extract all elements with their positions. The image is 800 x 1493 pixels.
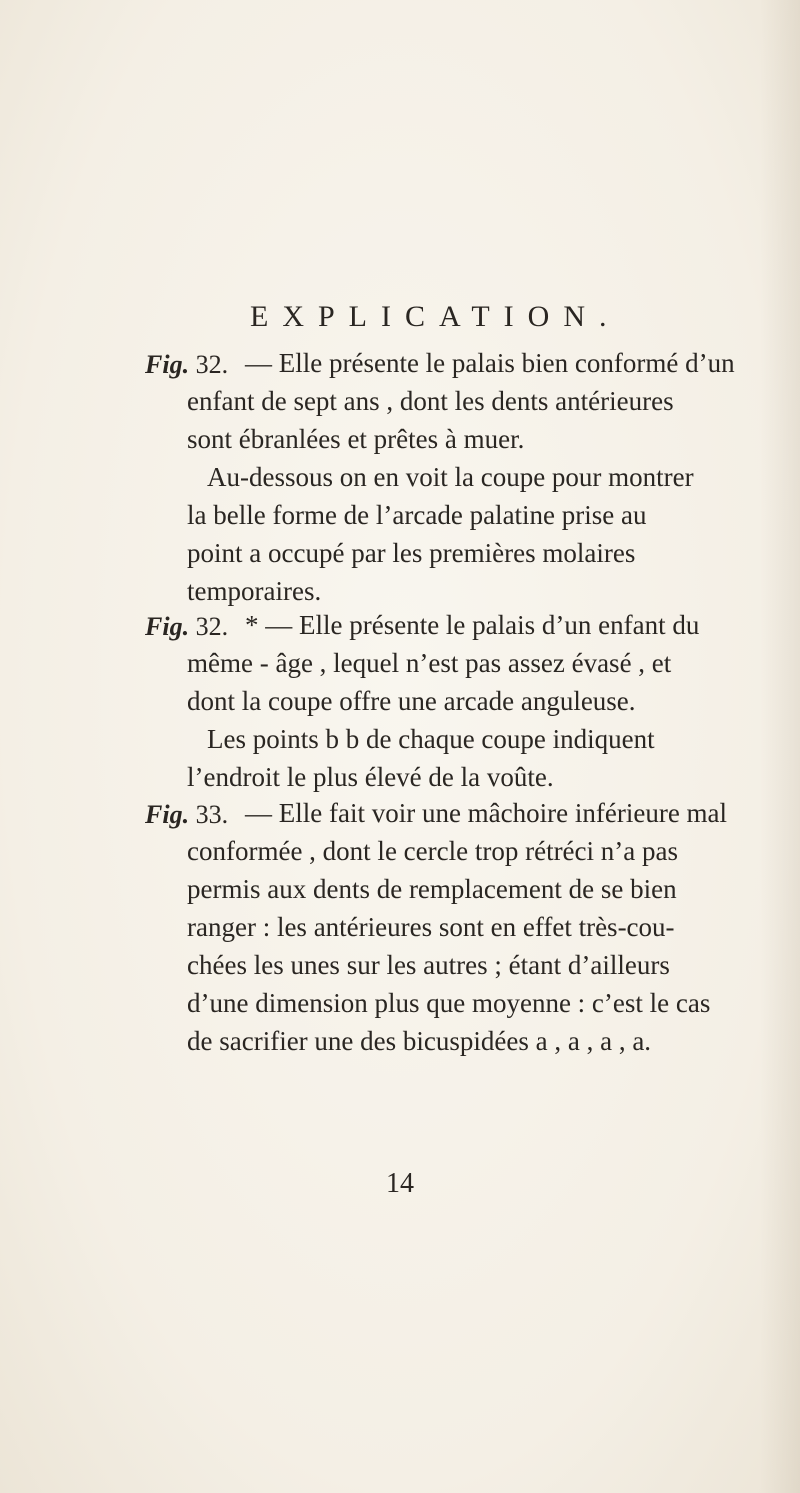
figure-label-number: 32. [195,350,229,379]
figure-label-fig: Fig. [145,350,190,379]
entry-line: Les points b b de chaque coupe indiquent [207,724,655,754]
figure-label-number: 32. [195,612,229,641]
entry-line: dont la coupe offre une arcade anguleuse. [187,686,636,716]
entry-line: — Elle présente le palais bien conformé d’un [245,348,735,378]
page-heading: EXPLICATION. [250,300,621,333]
figure-label [145,800,228,830]
figure-label [145,612,228,642]
entry-line: ranger : les antérieures sont en effet très-cou- [187,912,675,942]
entry-line: — Elle fait voir une mâchoire inférieure mal [245,798,728,828]
figure-label [145,350,228,380]
entry-line: temporaires. [187,576,322,606]
figure-label-number: 33. [195,800,229,829]
entry-line: l’endroit le plus élevé de la voûte. [187,762,554,792]
entry-line: chées les unes sur les autres ; étant d’ailleurs [187,950,670,980]
figure-label-fig: Fig. [145,800,190,829]
entry-line: sont ébranlées et prêtes à muer. [187,424,525,454]
figure-label-fig: Fig. [145,612,190,641]
entry-line: permis aux dents de remplacement de se bien [187,874,677,904]
entry-line: de sacrifier une des bicuspidées a , a , a , a. [187,1026,652,1056]
entry-line: la belle forme de l’arcade palatine prise au [187,500,647,530]
entry-line: d’une dimension plus que moyenne : c’est le cas [187,988,711,1018]
entry-line: Au-dessous on en voit la coupe pour montrer [207,462,694,492]
entry-line: * — Elle présente le palais d’un enfant du [245,610,700,640]
entry-line: même - âge , lequel n’est pas assez évasé , et [187,648,672,678]
entry-line: conformée , dont le cercle trop rétréci n’a pas [187,836,678,866]
entry-line: enfant de sept ans , dont les dents antérieures [187,386,674,416]
page-edge-shadow [760,0,800,1493]
entry-line: point a occupé par les premières molaires [187,538,636,568]
page-number: 14 [386,1168,414,1199]
